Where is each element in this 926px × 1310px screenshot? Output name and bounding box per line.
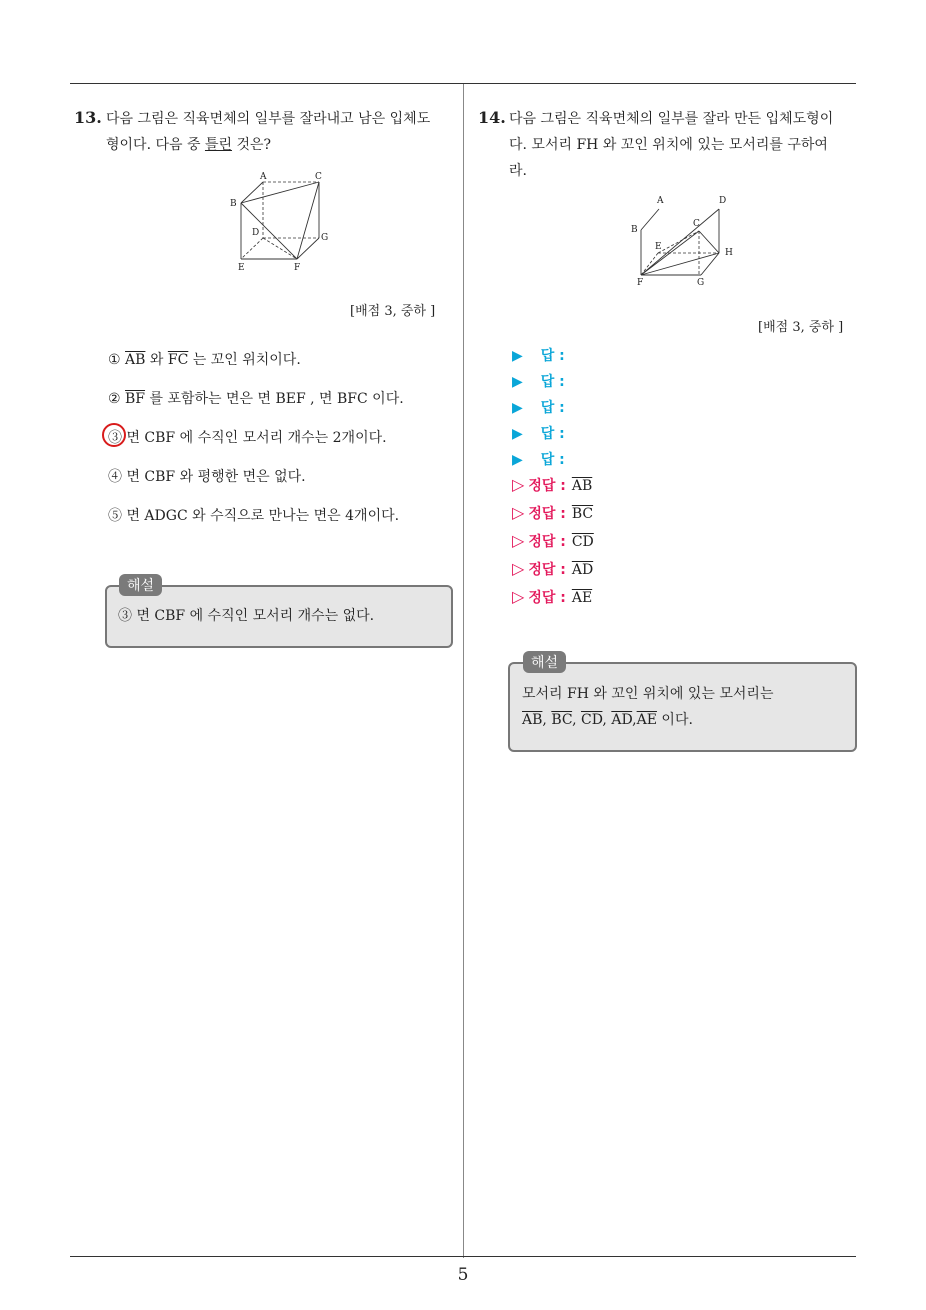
correct-answer [512, 531, 594, 551]
q14-number: 14. [478, 108, 506, 127]
correct-answer [512, 559, 593, 579]
expl-sep: , [602, 712, 612, 728]
q14-explanation-tag: 해설 [523, 651, 566, 673]
outline-triangle-icon: ▷ [512, 559, 525, 578]
correct-answer-label: 정답 : [528, 478, 566, 494]
q13-label-a: A [260, 172, 267, 182]
answer-blank[interactable] [512, 449, 565, 469]
play-triangle-icon: ▶ [512, 400, 523, 416]
outline-triangle-icon: ▷ [512, 503, 525, 522]
q14-label-d: D [719, 196, 727, 206]
page-number: 5 [457, 1265, 469, 1285]
q14-label-b: B [631, 225, 638, 235]
play-triangle-icon: ▶ [512, 348, 523, 364]
q13-choice-3[interactable] [108, 427, 387, 447]
answer-blank-label: 답 : [540, 348, 565, 364]
answer-blank[interactable] [512, 397, 565, 417]
q14-label-e: E [655, 242, 662, 252]
correct-answer-value: $\overline{AB}$ [571, 478, 593, 494]
q14-label-c: C [693, 219, 700, 229]
q13-number: 13. [74, 108, 102, 127]
q14-label-f: F [637, 278, 644, 288]
q14-explanation-text [522, 681, 847, 733]
q13-text-suffix: 것은? [232, 137, 272, 153]
q13-text-line1: 다음 그림은 직육면체의 일부를 잘라내고 남은 입체도 [106, 111, 431, 127]
q14-text-line1: 다음 그림은 직육면체의 일부를 잘라 만든 입체도형이 [509, 111, 834, 127]
q13-text-prefix: 형이다. 다음 중 [106, 137, 205, 153]
choice-4-mark: ④ [108, 469, 122, 485]
q13-label-e: E [238, 263, 245, 273]
q14-difficulty: [배점 3, 중하 ] [758, 320, 844, 335]
correct-answer-label: 정답 : [528, 590, 566, 606]
answer-blank-label: 답 : [540, 452, 565, 468]
q13-text-line2 [106, 132, 456, 158]
correct-answer-value: $\overline{AE}$ [571, 590, 593, 606]
correct-answer-value: $\overline{BC}$ [571, 506, 594, 522]
q13-label-d: D [252, 228, 260, 238]
correct-answer-value: $\overline{CD}$ [571, 534, 594, 550]
q13-choice-1[interactable] [108, 349, 301, 369]
segment-fc: $\overline{FC}$ [167, 352, 189, 368]
expl-sep: , [542, 712, 552, 728]
correct-answer-label: 정답 : [528, 534, 566, 550]
answer-blank-label: 답 : [540, 400, 565, 416]
expl-segment: $\overline{AD}$ [611, 712, 633, 728]
q14-explanation-line2 [522, 707, 847, 733]
choice-5-rest: 면 ADGC 와 수직으로 만나는 면은 4개이다. [126, 508, 400, 524]
answer-blank[interactable] [512, 371, 565, 391]
q13-explanation-tag: 해설 [119, 574, 162, 596]
q14-text-line2: 다. 모서리 FH 와 꼬인 위치에 있는 모서리를 구하여 [509, 137, 828, 153]
q13-choice-5[interactable] [108, 505, 399, 525]
choice-1-mark: ① [108, 352, 121, 368]
choice-1-rest: 는 꼬인 위치이다. [188, 352, 301, 368]
expl-segment: $\overline{CD}$ [580, 712, 603, 728]
choice-2-rest: 를 포함하는 면은 면 BEF , 면 BFC 이다. [145, 391, 404, 407]
q13-underlined-word: 틀린 [204, 137, 233, 153]
expl-sep: , [632, 712, 637, 728]
q14-figure [628, 190, 740, 290]
answer-blank-label: 답 : [540, 426, 565, 442]
q14-label-a: A [657, 196, 664, 206]
q13-label-f: F [294, 263, 301, 273]
q13-question [106, 106, 456, 158]
play-triangle-icon: ▶ [512, 374, 523, 390]
q13-label-c: C [315, 172, 322, 182]
correct-answer [512, 475, 592, 495]
expl-sep: , [572, 712, 581, 728]
segment-bf: $\overline{BF}$ [125, 391, 146, 407]
q14-label-h: H [725, 248, 733, 258]
choice-3-rest: 면 CBF 에 수직인 모서리 개수는 2개이다. [126, 430, 387, 446]
choice-2-mark: ② [108, 391, 121, 407]
outline-triangle-icon: ▷ [512, 475, 525, 494]
expl-segment: $\overline{AE}$ [636, 712, 657, 728]
q13-label-g: G [321, 233, 329, 243]
outline-triangle-icon: ▷ [512, 587, 525, 606]
q14-label-g: G [697, 278, 705, 288]
correct-answer-label: 정답 : [528, 506, 566, 522]
q13-choice-2[interactable] [108, 388, 404, 408]
answer-blank-label: 답 : [540, 374, 565, 390]
expl-segment: $\overline{AB}$ [522, 712, 543, 728]
q14-text-line3: 라. [509, 163, 527, 179]
choice-4-rest: 면 CBF 와 평행한 면은 없다. [126, 469, 306, 485]
correct-answer-circle [102, 423, 126, 447]
choice-5-mark: ⑤ [108, 508, 122, 524]
choice-1-mid: 와 [145, 352, 168, 368]
answer-blank[interactable] [512, 423, 565, 443]
choice-3-mark: ③ [108, 430, 122, 446]
bottom-rule [70, 1256, 856, 1257]
expl-segment: $\overline{BC}$ [551, 712, 573, 728]
expl-suffix: 이다. [656, 712, 693, 728]
q14-question [509, 106, 859, 184]
correct-answer-value: $\overline{AD}$ [571, 562, 594, 578]
correct-answer [512, 587, 592, 607]
q13-figure [226, 168, 336, 276]
q13-difficulty: [배점 3, 중하 ] [350, 304, 436, 319]
correct-answer-label: 정답 : [528, 562, 566, 578]
q13-choice-4[interactable] [108, 466, 306, 486]
segment-ab: $\overline{AB}$ [125, 352, 146, 368]
q13-label-b: B [230, 199, 237, 209]
play-triangle-icon: ▶ [512, 452, 523, 468]
outline-triangle-icon: ▷ [512, 531, 525, 550]
column-divider [463, 84, 464, 1258]
q13-explanation-text: ③ 면 CBF 에 수직인 모서리 개수는 없다. [118, 608, 375, 624]
play-triangle-icon: ▶ [512, 426, 523, 442]
answer-blank[interactable] [512, 345, 565, 365]
correct-answer [512, 503, 593, 523]
q14-explanation-line1: 모서리 FH 와 꼬인 위치에 있는 모서리는 [522, 686, 774, 702]
